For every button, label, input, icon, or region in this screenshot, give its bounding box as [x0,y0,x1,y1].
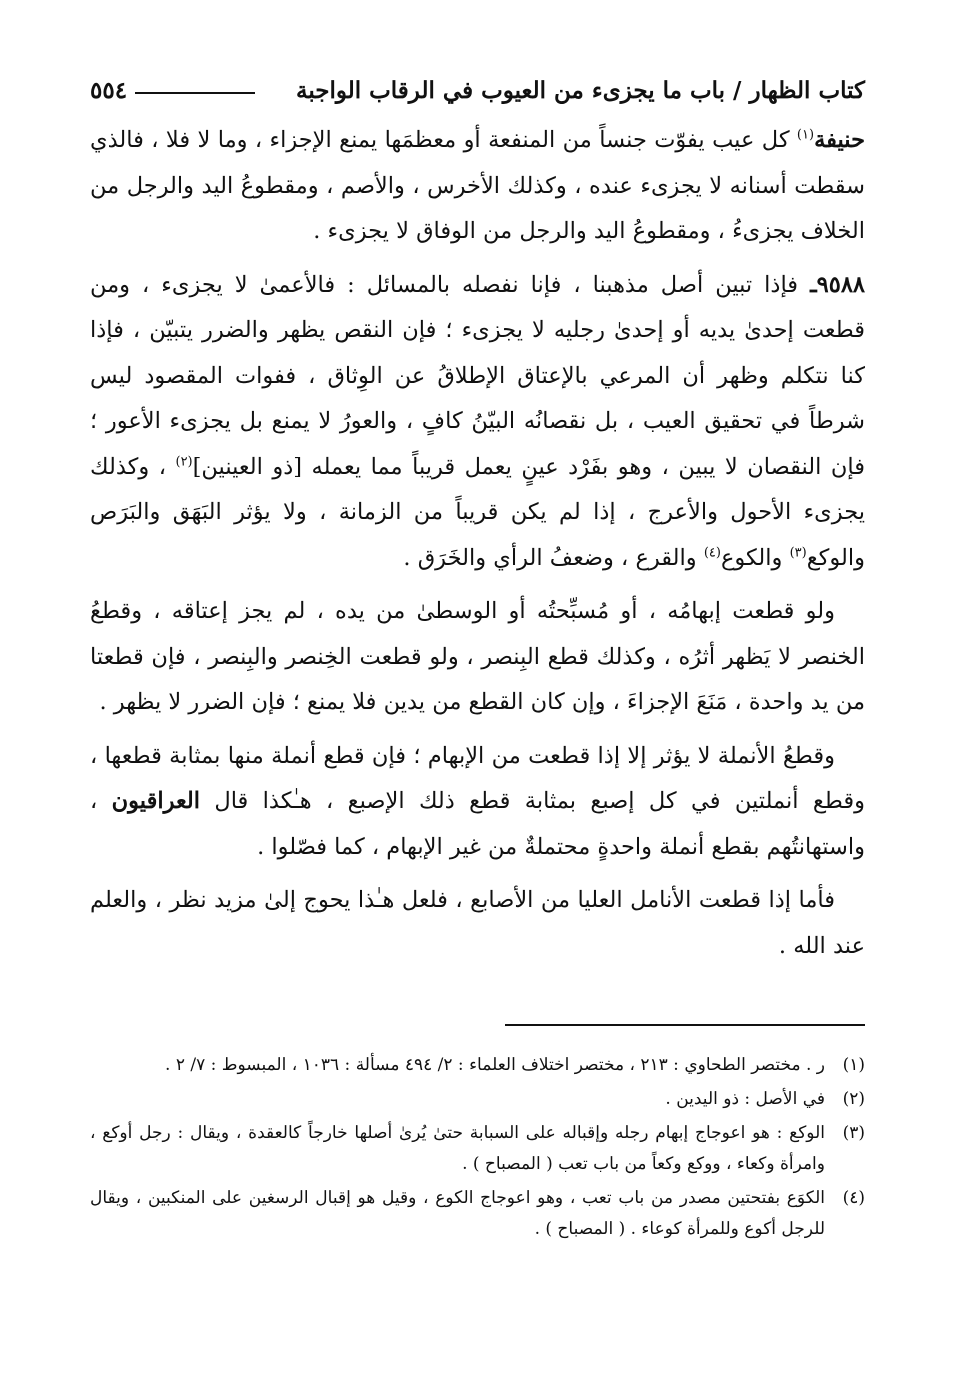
p1-start: حنيفة [814,127,865,153]
footnote-text: في الأصل : ذو اليدين . [665,1089,825,1109]
footnote-text: ر . مختصر الطحاوي : ٢١٣ ، مختصر اختلاف العلماء : ٢/ ٤٩٤ مسألة : ١٠٣٦ ، المبسوط : ٧/ ٢ . [165,1055,825,1075]
footnote-marker: (٤) [842,1188,865,1208]
header-title: كتاب الظهار / باب ما يجزىء من العيوب في الرقاب الواجبة [295,76,865,104]
p4-part-a: وقطعُ الأنملة لا يؤثر إلا إذا قطعت من الإبهام ؛ فإن قطع أنملة منها بمثابة قطعها ، وقطع أنملتين في كل إصبع بمثابة قطع ذلك الإصبع ، هـٰكذا قال [90,742,865,814]
issue-number: ٩٥٨٨ـ [810,271,865,298]
footnote-marker: (٣) [842,1123,865,1143]
footnote-ref-3[interactable]: (٣) [789,545,807,560]
footnote-ref-2[interactable]: (٢) [175,454,193,469]
p1-rest: كل عيب يفوّت جنساً من المنفعة أو معظمَها يمنع الإجزاء ، وما لا فلا ، فالذي سقطت أسنانه لا يجزىء عنده ، وكذلك الأخرس ، والأصم ، ومقطوعُ اليد والرجل من الخلاف يجزىءُ ، ومقطوعُ اليد والرجل من الوفاق لا يجزىء . [90,127,865,244]
p2-part-c: والكوع [720,544,790,571]
running-header [90,70,865,110]
footnote-marker: (٢) [842,1089,865,1109]
footnote-4 [90,1183,865,1245]
paragraph-4 [90,734,865,871]
p2-part-b: ، وكذلك يجزىء الأحول والأعرج ، إذا لم يكن قريباً من الزمانة ، ولا يؤثر البَهَق والبَرَص والوكع [90,453,865,571]
footnote-ref-1[interactable]: (١) [796,127,815,143]
p4-bold-term: العراقيون [111,788,200,814]
header-rule [135,92,255,94]
p2-part-d: والقرع ، وضعفُ الرأي والخَرَق . [403,544,704,571]
footnote-separator [505,1024,865,1026]
page-number: ٥٥٤ [90,76,128,104]
footnote-ref-4[interactable]: (٤) [703,545,721,560]
p2-part-a: فإذا تبين أصل مذهبنا ، فإنا نفصله بالمسائل : فالأعمىٰ لا يجزىء ، ومن قطعت إحدىٰ يديه أو إحدىٰ رجليه لا يجزىء ؛ فإن النقص يظهر والضرر يتبيّن ، فإذا كنا نتكلم وظهر أن المرعي بالإعتاق الإطلاقُ عن الوِثاق ، ففوات المقصود ليس شرطاً في تحقيق العيب ، بل نقصانُه البيّنُ كافٍ ، والعورُ لا يمنع بل يجزىء الأعور ؛ فإن النقصان لا يبين ، وهو بفَرْد عينٍ يعمل قريباً مما يعمله [ذو العينين] [90,271,865,480]
footnotes [90,1050,865,1248]
footnote-2 [90,1084,865,1115]
page-number-block [90,77,255,104]
main-text [90,118,865,977]
footnote-marker: (١) [842,1055,865,1075]
footnote-text: الوكع : هو اعوجاج إبهام رجله وإقباله على السبابة حتىٰ يُرىٰ أصلها خارجاً كالعقدة ، ويقال : رجل أوكع ، وامرأة وكعاء ، ووكع وكعاً من باب تعب ( المصباح ) . [90,1123,825,1174]
footnote-1 [90,1050,865,1081]
footnote-3 [90,1118,865,1180]
paragraph-5: فأما إذا قطعت الأنامل العليا من الأصابع ، فلعل هـٰذا يحوج إلىٰ مزيد نظر ، والعلم عند الله . [90,887,865,959]
footnote-text: الكوَع بفتحتين مصدر من باب تعب ، وهو اعوجاج الكوع ، وقيل هو إقبال الرسغين على المنكبين ، ويقال للرجل أكوع وللمرأة كوعاء . ( المصباح ) . [90,1188,825,1239]
paragraph-3: ولو قطعت إبهامُه ، أو مُسبِّحتُه أو الوسطىٰ من يده ، لم يجز إعتاقه ، وقطعُ الخنصر لا يَظهر أثرُه ، وكذلك قطع البِنصر ، ولو قطعت الخِنصر والبِنصر ، فإن قطعتا من يد واحدة ، مَنَعَ الإجزاءَ ، وإن كان القطع من يدين فلا يمنع ؛ فإن الضرر لا يظهر . [90,598,865,715]
paragraph-2 [90,263,865,582]
paragraph-1 [90,118,865,255]
p4-part-b: ، واستهانتُهم بقطع أنملة واحدةٍ محتملةٌ من غير الإبهام ، كما فصّلوا . [90,788,865,860]
